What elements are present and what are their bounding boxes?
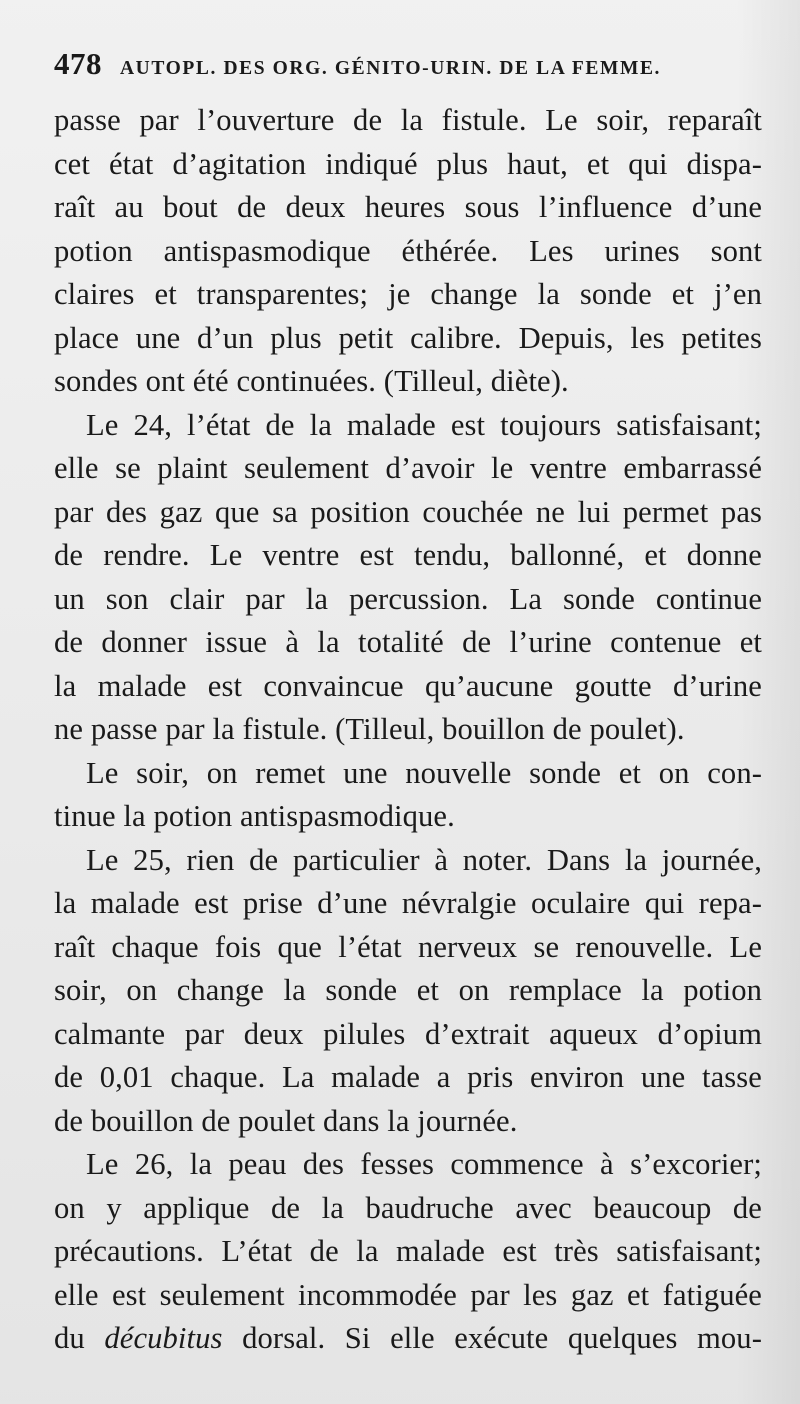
italic-term-decubitus: décubitus <box>104 1321 223 1355</box>
text-line: Le 26, la peau des fesses commence à s’excorier; <box>86 1147 762 1181</box>
final-line-after: dorsal. Si elle exécute quelques mou- <box>242 1321 762 1355</box>
text-line: cet état d’agitation indiqué plus haut, et qui dispa- <box>54 146 762 181</box>
text-line: de 0,01 chaque. La malade a pris environ une tasse <box>54 1060 762 1094</box>
text-line-final <box>54 1317 762 1361</box>
text-line: sondes ont été continuées. (Tilleul, diète). <box>54 364 569 398</box>
text-line: la malade est convaincue qu’aucune goutte d’urine <box>54 668 762 703</box>
running-title: AUTOPL. DES ORG. GÉNITO-URIN. DE LA FEMME. <box>120 58 662 79</box>
text-line: raît au bout de deux heures sous l’influence d’une <box>54 190 762 224</box>
text-line: calmante par deux pilules d’extrait aqueux d’opium <box>54 1016 762 1051</box>
running-head <box>54 46 754 86</box>
text-line: un son clair par la percussion. La sonde continue <box>54 581 762 616</box>
text-line: elle est seulement incommodée par les gaz et fatiguée <box>54 1277 762 1312</box>
text-line: passe par l’ouverture de la fistule. Le soir, reparaît <box>54 103 762 137</box>
text-line: tinue la potion antispasmodique. <box>54 799 455 833</box>
text-line: on y applique de la baudruche avec beaucoup de <box>54 1190 762 1225</box>
text-line: soir, on change la sonde et on remplace la potion <box>54 973 762 1007</box>
text-line: claires et transparentes; je change la sonde et j’en <box>54 277 762 311</box>
text-line: de donner issue à la totalité de l’urine contenue et <box>54 625 762 659</box>
text-line: de rendre. Le ventre est tendu, ballonné, et donne <box>54 538 762 572</box>
text-line: elle se plaint seulement d’avoir le ventre embarrassé <box>54 451 762 485</box>
text-line: potion antispasmodique éthérée. Les urines sont <box>54 233 762 268</box>
text-line: ne passe par la fistule. (Tilleul, bouillon de poulet). <box>54 712 685 746</box>
text-line: Le 25, rien de particulier à noter. Dans la journée, <box>86 842 762 877</box>
text-line: par des gaz que sa position couchée ne lui permet pas <box>54 494 762 529</box>
final-line-before: du <box>54 1321 85 1355</box>
text-line: de bouillon de poulet dans la journée. <box>54 1103 518 1138</box>
body-text <box>54 99 762 1361</box>
text-line: la malade est prise d’une névralgie oculaire qui repa- <box>54 886 762 920</box>
text-line: Le 24, l’état de la malade est toujours satisfaisant; <box>86 407 762 442</box>
text-line: raît chaque fois que l’état nerveux se renouvelle. Le <box>54 929 762 964</box>
text-line: place une d’un plus petit calibre. Depuis, les petites <box>54 320 762 355</box>
text-line: Le soir, on remet une nouvelle sonde et on con- <box>86 755 762 790</box>
text-line: précautions. L’état de la malade est très satisfaisant; <box>54 1234 762 1268</box>
page-number: 478 <box>54 46 102 81</box>
